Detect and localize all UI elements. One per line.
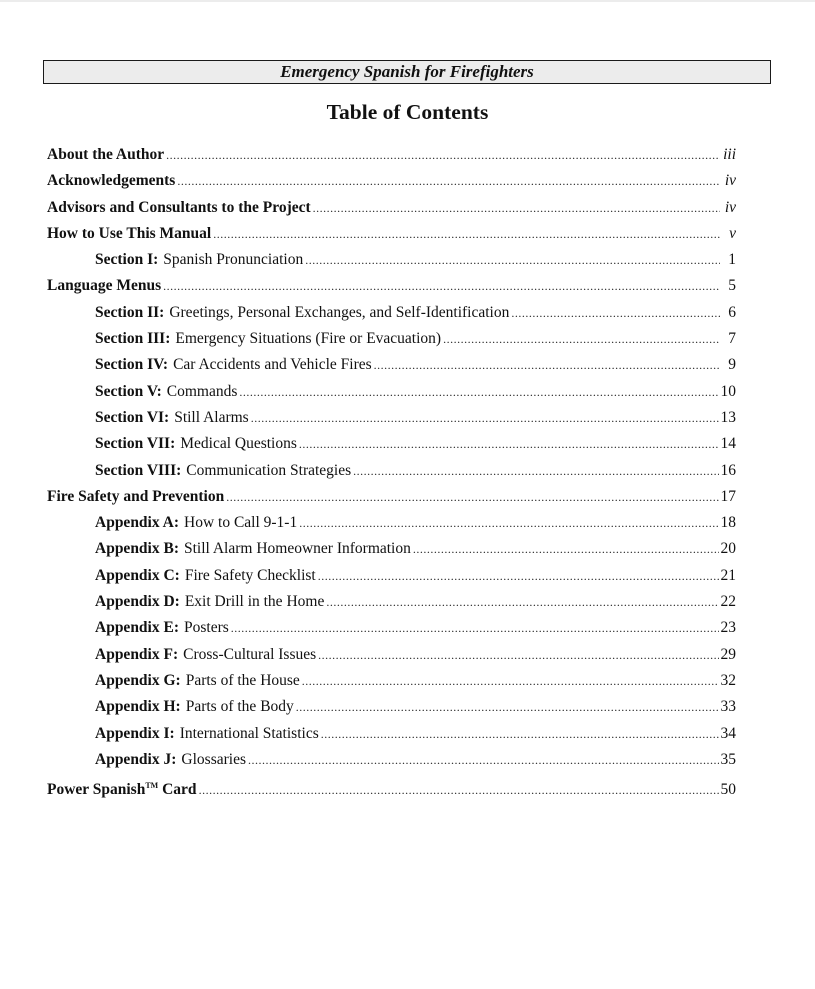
toc-entry-label — [95, 300, 509, 326]
dot-leader — [443, 326, 720, 352]
dot-leader — [299, 431, 719, 457]
toc-entry-label — [95, 352, 372, 378]
toc-entry-text: Power Spanish — [47, 781, 146, 799]
toc-entry-prefix: Appendix J: — [95, 750, 177, 768]
toc-entry-section — [47, 379, 736, 405]
dot-leader — [413, 536, 719, 562]
toc-entry-title: How to Call 9-1-1 — [184, 514, 298, 532]
toc-entry-section — [47, 300, 736, 326]
dot-leader — [226, 484, 718, 510]
toc-entry-title: Communication Strategies — [186, 461, 352, 479]
toc-entry-page-number: 20 — [720, 540, 736, 558]
toc-entry-text: About the Author — [47, 146, 165, 163]
toc-entry-section — [47, 589, 736, 615]
toc-entry-prefix: Appendix G: — [95, 671, 181, 689]
toc-entry-label — [95, 326, 441, 352]
toc-entry-chapter — [47, 195, 736, 221]
toc-entry-section — [47, 615, 736, 641]
toc-entry-label — [95, 694, 294, 720]
toc-entry-label — [95, 563, 316, 589]
toc-entry-label — [95, 431, 297, 457]
page-title: Table of Contents — [326, 100, 489, 124]
toc-entry-title: Spanish Pronunciation — [163, 251, 304, 269]
toc-entry-title: Still Alarms — [174, 408, 249, 426]
toc-entry-prefix: Section VI: — [95, 408, 170, 426]
dot-leader — [511, 300, 720, 326]
toc-entry-chapter — [47, 773, 736, 799]
toc-entry-section — [47, 326, 736, 352]
dot-leader — [302, 668, 719, 694]
toc-entry-prefix: Section VII: — [95, 435, 176, 453]
toc-entry-label — [47, 273, 161, 299]
toc-entry-label — [47, 773, 197, 803]
toc-entry-prefix: Section III: — [95, 330, 171, 348]
dot-leader — [231, 615, 719, 641]
dot-leader — [326, 589, 718, 615]
toc-entry-prefix: Appendix H: — [95, 698, 181, 716]
toc-entry-page-number: 18 — [720, 514, 736, 532]
toc-entry-section — [47, 721, 736, 747]
toc-entry-chapter — [47, 142, 736, 168]
dot-leader — [321, 721, 719, 747]
dot-leader — [163, 273, 720, 299]
toc-entry-prefix: Appendix E: — [95, 619, 179, 637]
dot-leader — [353, 458, 718, 484]
toc-entry-label — [47, 168, 175, 194]
toc-entry-title: Parts of the House — [185, 671, 300, 689]
trademark-mark: TM — [145, 781, 159, 791]
toc-entry-label — [47, 142, 164, 168]
dot-leader — [299, 510, 718, 536]
dot-leader — [239, 379, 718, 405]
toc-entry-section — [47, 405, 736, 431]
toc-entry-section — [47, 668, 736, 694]
toc-entry-label — [95, 405, 249, 431]
toc-entry-prefix: Appendix F: — [95, 645, 179, 663]
toc-entry-title: Medical Questions — [180, 435, 297, 453]
dot-leader — [248, 747, 719, 773]
toc-entry-title: Fire Safety Checklist — [184, 566, 316, 584]
toc-entry-prefix: Section II: — [95, 303, 165, 321]
toc-entry-section — [47, 352, 736, 378]
book-title: Emergency Spanish for Firefighters — [280, 62, 534, 81]
toc-entry-title: Car Accidents and Vehicle Fires — [173, 356, 372, 374]
toc-entry-page-number: 22 — [720, 593, 736, 611]
toc-entry-prefix: Appendix B: — [95, 540, 179, 558]
toc-entry-prefix: Section I: — [95, 251, 159, 269]
toc-entry-chapter — [47, 168, 736, 194]
toc-entry-title: International Statistics — [179, 724, 319, 742]
toc-entry-page-number: iv — [724, 198, 736, 216]
toc-entry-section — [47, 642, 736, 668]
dot-leader — [318, 642, 718, 668]
toc-entry-title: Commands — [166, 382, 238, 400]
toc-entry-page-number: 35 — [720, 750, 736, 768]
dot-leader — [199, 777, 719, 803]
toc-entry-section — [47, 247, 736, 273]
toc-entry-prefix: Appendix I: — [95, 724, 175, 742]
toc-entry-page-number: 16 — [720, 461, 736, 479]
toc-entry-label — [47, 221, 211, 247]
toc-entry-page-number: v — [729, 224, 736, 242]
table-of-contents — [47, 142, 736, 799]
toc-entry-label — [95, 247, 303, 273]
dot-leader — [296, 694, 719, 720]
toc-entry-prefix: Section V: — [95, 382, 162, 400]
toc-entry-label — [95, 721, 319, 747]
toc-entry-page-number: 17 — [720, 487, 736, 505]
toc-entry-page-number: 10 — [720, 382, 736, 400]
toc-entry-section — [47, 694, 736, 720]
dot-leader — [251, 405, 719, 431]
dot-leader — [374, 352, 720, 378]
toc-entry-title: Cross-Cultural Issues — [183, 645, 317, 663]
dot-leader — [305, 247, 720, 273]
toc-entry-page-number: 32 — [720, 671, 736, 689]
toc-entry-label — [95, 642, 316, 668]
toc-entry-title: Posters — [184, 619, 229, 637]
toc-entry-section — [47, 431, 736, 457]
dot-leader — [313, 195, 720, 221]
toc-entry-page-number: 13 — [720, 408, 736, 426]
dot-leader — [166, 142, 720, 168]
toc-entry-section — [47, 563, 736, 589]
toc-entry-page-number: 6 — [728, 303, 736, 321]
toc-entry-section — [47, 536, 736, 562]
toc-entry-page-number: 29 — [720, 645, 736, 663]
toc-entry-chapter — [47, 273, 736, 299]
toc-entry-label — [95, 615, 229, 641]
toc-entry-title: Emergency Situations (Fire or Evacuation) — [175, 330, 442, 348]
toc-entry-page-number: iii — [723, 146, 736, 163]
toc-entry-text: Advisors and Consultants to the Project — [47, 198, 311, 216]
toc-entry-page-number: 5 — [728, 277, 736, 295]
toc-entry-page-number: 21 — [720, 566, 736, 584]
toc-entry-text: Acknowledgements — [47, 172, 176, 190]
toc-entry-title: Greetings, Personal Exchanges, and Self-Identification — [169, 303, 510, 321]
toc-entry-page-number: iv — [724, 172, 736, 190]
toc-entry-prefix: Appendix C: — [95, 566, 180, 584]
toc-entry-page-number: 14 — [720, 435, 736, 453]
toc-entry-text: Language Menus — [47, 277, 162, 295]
toc-entry-page-number: 1 — [728, 251, 736, 269]
dot-leader — [177, 168, 720, 194]
toc-entry-label — [95, 668, 300, 694]
toc-entry-prefix: Appendix A: — [95, 514, 179, 532]
running-header — [43, 60, 771, 84]
toc-entry-label — [95, 536, 411, 562]
toc-entry-page-number: 34 — [720, 724, 736, 742]
toc-entry-page-number: 7 — [728, 330, 736, 348]
toc-entry-label — [95, 747, 246, 773]
toc-entry-label — [95, 458, 351, 484]
toc-entry-section — [47, 458, 736, 484]
toc-entry-page-number: 33 — [720, 698, 736, 716]
toc-entry-page-number: 50 — [720, 781, 736, 799]
toc-entry-title: Still Alarm Homeowner Information — [184, 540, 411, 558]
toc-entry-chapter — [47, 221, 736, 247]
toc-entry-title: Parts of the Body — [185, 698, 294, 716]
toc-entry-label — [95, 510, 297, 536]
page-top-edge — [0, 0, 815, 2]
toc-entry-label — [95, 589, 324, 615]
toc-entry-section — [47, 747, 736, 773]
toc-entry-label — [95, 379, 237, 405]
toc-entry-prefix: Appendix D: — [95, 593, 180, 611]
toc-entry-prefix: Section VIII: — [95, 461, 182, 479]
toc-entry-text: Fire Safety and Prevention — [47, 487, 225, 505]
toc-entry-prefix: Section IV: — [95, 356, 169, 374]
toc-entry-page-number: 23 — [720, 619, 736, 637]
toc-entry-title: Glossaries — [181, 750, 246, 768]
toc-entry-title: Exit Drill in the Home — [184, 593, 325, 611]
toc-entry-label — [47, 484, 224, 510]
toc-entry-text-suffix: Card — [158, 781, 197, 799]
toc-entry-page-number: 9 — [728, 356, 736, 374]
toc-entry-chapter — [47, 484, 736, 510]
dot-leader — [318, 563, 719, 589]
dot-leader — [213, 221, 720, 247]
toc-entry-label — [47, 195, 311, 221]
toc-entry-section — [47, 510, 736, 536]
toc-entry-text: How to Use This Manual — [47, 224, 212, 242]
